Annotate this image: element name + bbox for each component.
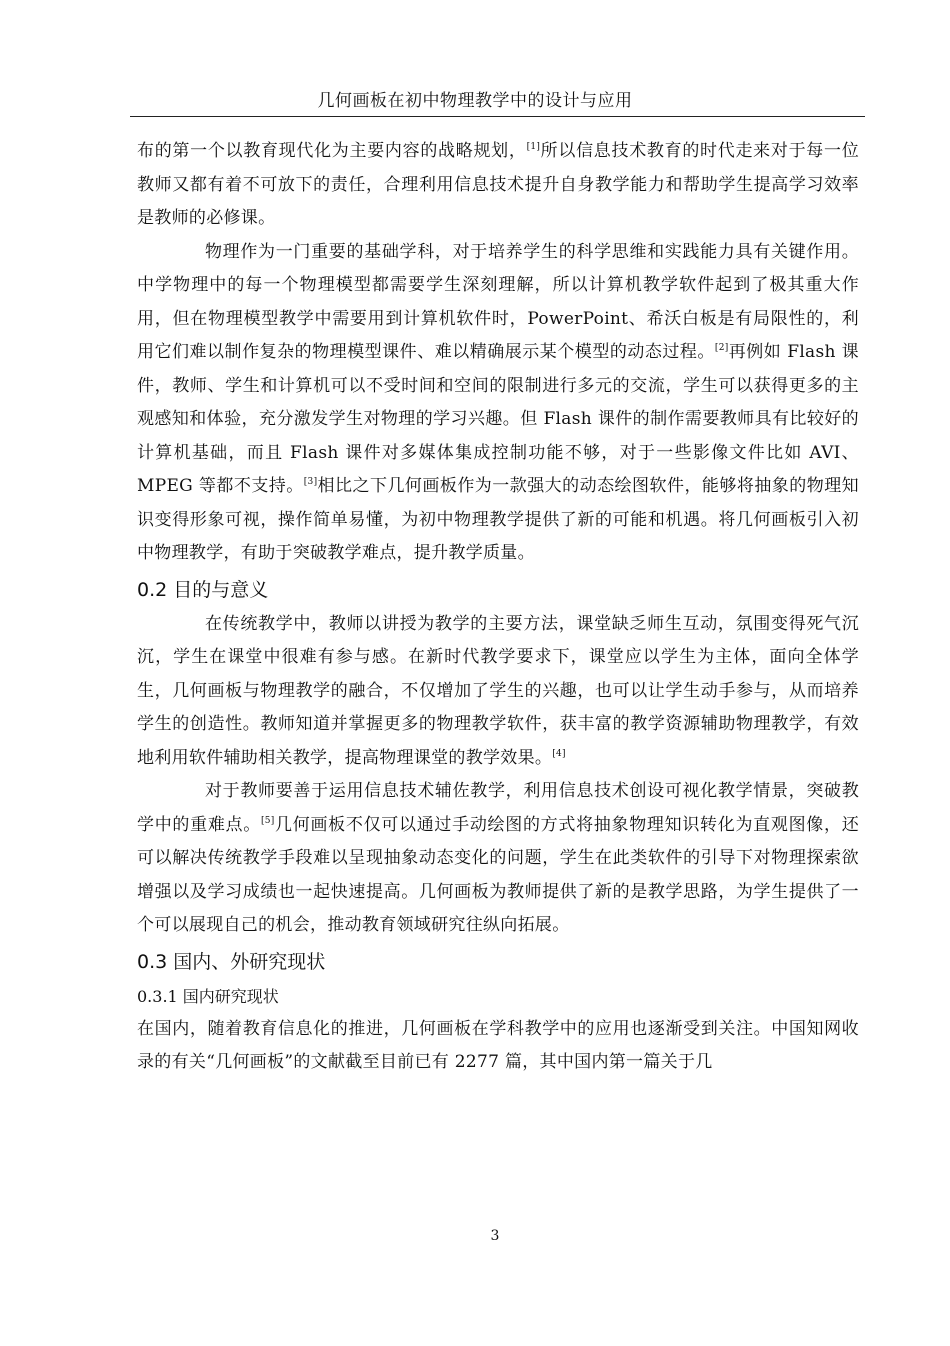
paragraph-significance [137,775,859,943]
paragraph-text: 再例如 Flash 课件，教师、学生和计算机可以不受时间和空间的限制进行多元的交流，学生可以获得更多的主观感知和体验，充分激发学生对物理的学习兴趣。但 Flash 课件的制作需要教师具有比较好的计算机基础，而且 Flash 课件对多媒体集成控制功能不够，对于一些影像文件比如 AVI、MPEG 等都不支持。 [137,342,859,496]
paragraph-text: 所以信息技术教育的时代走来对于每一位教师又都有着不可放下的责任，合理利用信息技术提升自身教学能力和帮助学生提高学习效率是教师的必修课。 [137,141,859,228]
citation-ref: [3] [303,477,318,487]
paragraph-domestic-research: 在国内，随着教育信息化的推进，几何画板在学科教学中的应用也逐渐受到关注。中国知网收录的有关“几何画板”的文献截至目前已有 2277 篇，其中国内第一篇关于几 [137,1018,859,1072]
section-heading-0-2: 0.2 目的与意义 [137,578,269,601]
paragraph-purpose [137,608,859,776]
citation-ref: [4] [552,748,566,759]
paragraph-text: 物理作为一门重要的基础学科，对于培养学生的科学思维和实践能力具有关键作用。中学物理中的每一个物理模型都需要学生深刻理解，所以计算机教学软件起到了极其重大作用，但在物理模型教学中需要用到计算机软件时，PowerPoint、希沃白板是有局限性的，利用它们难以制作复杂的物理模型课件、难以精确展示某个模型的动态过程。 [137,241,859,362]
subsection-heading-0-3-1: 0.3.1 国内研究现状 [137,986,279,1006]
body-text [137,135,859,1080]
paragraph-text: 几何画板不仅可以通过手动绘图的方式将抽象物理知识转化为直观图像，还可以解决传统教学手段难以呈现抽象动态变化的问题，学生在此类软件的引导下对物理探索欲增强以及学习成绩也一起快速提高。几何画板为教师提供了新的是教学思路，为学生提供了一个可以展现自己的机会，推动教育领域研究往纵向拓展。 [137,814,859,935]
citation-ref: [2] [714,343,729,353]
header-rule [130,116,865,117]
citation-ref: [1] [526,142,541,152]
running-header: 几何画板在初中物理教学中的设计与应用 [317,91,633,111]
paragraph-continued [137,135,859,236]
paragraph-physics-software [137,236,859,571]
paragraph-text: 在传统教学中，教师以讲授为教学的主要方法，课堂缺乏师生互动，氛围变得死气沉沉，学生在课堂中很难有参与感。在新时代教学要求下，课堂应以学生为主体，面向全体学生，几何画板与物理教学的融合，不仅增加了学生的兴趣，也可以让学生动手参与，从而培养学生的创造性。教师知道并掌握更多的物理教学软件，获丰富的教学资源辅助物理教学，有效地利用软件辅助相关教学，提高物理课堂的教学效果。 [137,613,859,768]
citation-ref: [5] [260,815,275,826]
paragraph-text: 布的第一个以教育现代化为主要内容的战略规划， [137,141,527,161]
page-number: 3 [490,1228,500,1244]
paragraph-text: 对于教师要善于运用信息技术辅佐教学，利用信息技术创设可视化教学情景，突破教学中的重难点。 [137,781,859,835]
paragraph-text: 相比之下几何画板作为一款强大的动态绘图软件，能够将抽象的物理知识变得形象可视，操作简单易懂，为初中物理教学提供了新的可能和机遇。将几何画板引入初中物理教学，有助于突破教学难点，提升教学质量。 [137,476,859,563]
section-heading-0-3: 0.3 国内、外研究现状 [137,950,326,973]
